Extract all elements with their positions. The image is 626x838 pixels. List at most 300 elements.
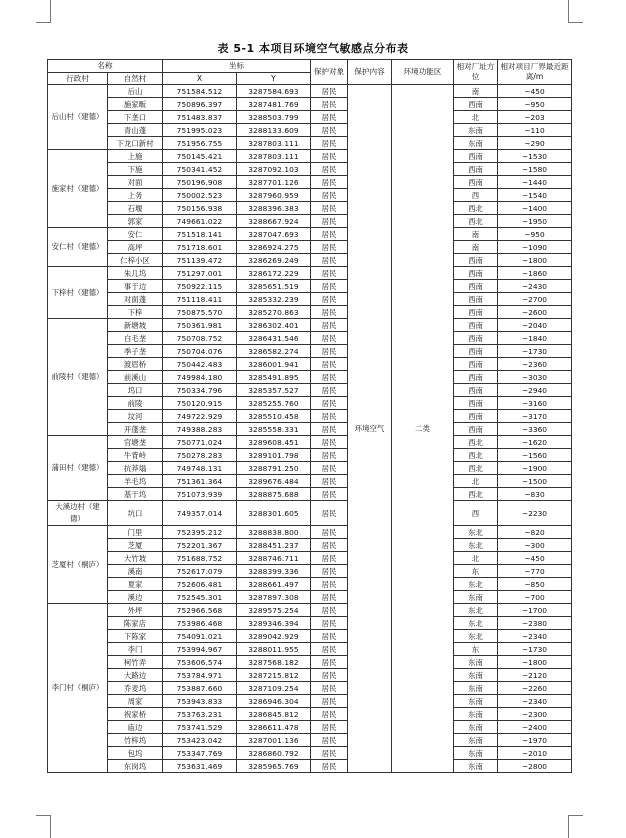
- table-row: [48, 475, 572, 488]
- natural-village-cell: 抗莽塌: [108, 462, 163, 475]
- natural-village-cell: 朱几坞: [108, 267, 163, 280]
- direction-cell: 东: [454, 643, 498, 656]
- header-x: X: [163, 72, 237, 85]
- distance-cell: ~2430: [498, 280, 572, 293]
- direction-cell: 西南: [454, 397, 498, 410]
- admin-village-cell: 蒲田村（建德）: [48, 436, 108, 501]
- natural-village-cell: 乔麦坞: [108, 682, 163, 695]
- natural-village-cell: 下施: [108, 163, 163, 176]
- direction-cell: 西南: [454, 150, 498, 163]
- distance-cell: ~1090: [498, 241, 572, 254]
- x-coordinate-cell: 751956.755: [163, 137, 237, 150]
- table-row: [48, 384, 572, 397]
- direction-cell: 北: [454, 475, 498, 488]
- table-row: [48, 280, 572, 293]
- distance-cell: ~450: [498, 85, 572, 98]
- protection-target-cell: 居民: [311, 202, 348, 215]
- natural-village-cell: 下梓: [108, 306, 163, 319]
- direction-cell: 东南: [454, 656, 498, 669]
- table-row: [48, 501, 572, 526]
- header-content: 保护内容: [348, 60, 392, 85]
- table-row: [48, 163, 572, 176]
- distance-cell: ~950: [498, 98, 572, 111]
- direction-cell: 东南: [454, 695, 498, 708]
- header-name: 名称: [48, 60, 163, 73]
- distance-cell: ~2340: [498, 695, 572, 708]
- distance-cell: ~1950: [498, 215, 572, 228]
- protection-target-cell: 居民: [311, 423, 348, 436]
- x-coordinate-cell: 752966.568: [163, 604, 237, 617]
- table-row: [48, 449, 572, 462]
- distance-cell: ~3160: [498, 397, 572, 410]
- natural-village-cell: 后山: [108, 85, 163, 98]
- direction-cell: 东南: [454, 734, 498, 747]
- direction-cell: 西: [454, 189, 498, 202]
- table-row: [48, 241, 572, 254]
- distance-cell: ~1800: [498, 656, 572, 669]
- y-coordinate-cell: 3286924.275: [237, 241, 311, 254]
- protection-target-cell: 居民: [311, 215, 348, 228]
- y-coordinate-cell: 3289042.929: [237, 630, 311, 643]
- x-coordinate-cell: 750442.483: [163, 358, 237, 371]
- table-row: [48, 578, 572, 591]
- x-coordinate-cell: 753606.574: [163, 656, 237, 669]
- y-coordinate-cell: 3286172.229: [237, 267, 311, 280]
- natural-village-cell: 官塘垄: [108, 436, 163, 449]
- distance-cell: ~700: [498, 591, 572, 604]
- y-coordinate-cell: 3286001.941: [237, 358, 311, 371]
- y-coordinate-cell: 3285491.895: [237, 371, 311, 384]
- direction-cell: 南: [454, 241, 498, 254]
- natural-village-cell: 牛背岭: [108, 449, 163, 462]
- direction-cell: 东南: [454, 721, 498, 734]
- table-row: [48, 98, 572, 111]
- y-coordinate-cell: 3286302.401: [237, 319, 311, 332]
- x-coordinate-cell: 753943.833: [163, 695, 237, 708]
- y-coordinate-cell: 3286269.249: [237, 254, 311, 267]
- protection-target-cell: 居民: [311, 488, 348, 501]
- table-row: [48, 345, 572, 358]
- protection-target-cell: 居民: [311, 137, 348, 150]
- x-coordinate-cell: 752617.079: [163, 565, 237, 578]
- x-coordinate-cell: 750361.981: [163, 319, 237, 332]
- direction-cell: 东: [454, 565, 498, 578]
- table-row: [48, 643, 572, 656]
- y-coordinate-cell: 3285651.519: [237, 280, 311, 293]
- y-coordinate-cell: 3285357.527: [237, 384, 311, 397]
- x-coordinate-cell: 749722.929: [163, 410, 237, 423]
- distance-cell: ~2120: [498, 669, 572, 682]
- table-row: [48, 397, 572, 410]
- direction-cell: 北: [454, 552, 498, 565]
- direction-cell: 西北: [454, 436, 498, 449]
- table-body: [48, 85, 572, 773]
- protection-target-cell: 居民: [311, 267, 348, 280]
- distance-cell: ~1580: [498, 163, 572, 176]
- natural-village-cell: 上施: [108, 150, 163, 163]
- distance-cell: ~3360: [498, 423, 572, 436]
- x-coordinate-cell: 750704.076: [163, 345, 237, 358]
- direction-cell: 西南: [454, 345, 498, 358]
- direction-cell: 西南: [454, 423, 498, 436]
- x-coordinate-cell: 750708.752: [163, 332, 237, 345]
- protection-target-cell: 居民: [311, 111, 348, 124]
- protection-target-cell: 居民: [311, 449, 348, 462]
- y-coordinate-cell: 3287047.693: [237, 228, 311, 241]
- natural-village-cell: 陈家店: [108, 617, 163, 630]
- direction-cell: 南: [454, 85, 498, 98]
- distance-cell: ~3170: [498, 410, 572, 423]
- table-row: [48, 137, 572, 150]
- table-row: [48, 682, 572, 695]
- y-coordinate-cell: 3287001.136: [237, 734, 311, 747]
- y-coordinate-cell: 3287701.126: [237, 176, 311, 189]
- natural-village-cell: 大路边: [108, 669, 163, 682]
- protection-target-cell: 居民: [311, 410, 348, 423]
- table-row: [48, 617, 572, 630]
- direction-cell: 东南: [454, 747, 498, 760]
- protection-target-cell: 居民: [311, 358, 348, 371]
- natural-village-cell: 下垄口: [108, 111, 163, 124]
- direction-cell: 东南: [454, 669, 498, 682]
- protection-target-cell: 居民: [311, 695, 348, 708]
- table-row: [48, 708, 572, 721]
- distance-cell: ~830: [498, 488, 572, 501]
- protection-target-cell: 居民: [311, 643, 348, 656]
- table-row: [48, 552, 572, 565]
- protection-target-cell: 居民: [311, 526, 348, 539]
- table-row: [48, 669, 572, 682]
- table-row: [48, 462, 572, 475]
- protection-target-cell: 居民: [311, 591, 348, 604]
- protection-target-cell: 居民: [311, 176, 348, 189]
- natural-village-cell: 郭家: [108, 215, 163, 228]
- x-coordinate-cell: 750145.421: [163, 150, 237, 163]
- crop-mark-top-right: [568, 0, 583, 23]
- natural-village-cell: 芝厦: [108, 539, 163, 552]
- natural-village-cell: 施家畈: [108, 98, 163, 111]
- y-coordinate-cell: 3288875.688: [237, 488, 311, 501]
- admin-village-cell: 下梓村（建德）: [48, 267, 108, 319]
- protection-target-cell: 居民: [311, 228, 348, 241]
- x-coordinate-cell: 752606.481: [163, 578, 237, 591]
- natural-village-cell: 青山蓬: [108, 124, 163, 137]
- header-direction: 相对厂址方位: [454, 60, 498, 85]
- direction-cell: 西北: [454, 462, 498, 475]
- direction-cell: 东北: [454, 617, 498, 630]
- distance-cell: ~820: [498, 526, 572, 539]
- x-coordinate-cell: 751361.364: [163, 475, 237, 488]
- x-coordinate-cell: 749357.014: [163, 501, 237, 526]
- x-coordinate-cell: 750002.523: [163, 189, 237, 202]
- natural-village-cell: 外坪: [108, 604, 163, 617]
- x-coordinate-cell: 750875.570: [163, 306, 237, 319]
- x-coordinate-cell: 751073.939: [163, 488, 237, 501]
- protection-target-cell: 居民: [311, 85, 348, 98]
- protection-target-cell: 居民: [311, 656, 348, 669]
- y-coordinate-cell: 3285332.239: [237, 293, 311, 306]
- direction-cell: 东南: [454, 137, 498, 150]
- x-coordinate-cell: 751688.752: [163, 552, 237, 565]
- table-row: [48, 591, 572, 604]
- distance-cell: ~850: [498, 578, 572, 591]
- natural-village-cell: 前陵: [108, 397, 163, 410]
- x-coordinate-cell: 753763.231: [163, 708, 237, 721]
- admin-village-cell: 李门村（桐庐）: [48, 604, 108, 773]
- sensitive-points-table: [47, 59, 572, 773]
- protection-target-cell: 居民: [311, 332, 348, 345]
- table-row: [48, 526, 572, 539]
- distance-cell: ~110: [498, 124, 572, 137]
- y-coordinate-cell: 3287960.959: [237, 189, 311, 202]
- direction-cell: 西南: [454, 319, 498, 332]
- y-coordinate-cell: 3288661.497: [237, 578, 311, 591]
- distance-cell: ~3030: [498, 371, 572, 384]
- direction-cell: 西南: [454, 176, 498, 189]
- table-row: [48, 85, 572, 98]
- y-coordinate-cell: 3288503.799: [237, 111, 311, 124]
- direction-cell: 西北: [454, 488, 498, 501]
- table-row: [48, 306, 572, 319]
- direction-cell: 西南: [454, 293, 498, 306]
- distance-cell: ~1700: [498, 604, 572, 617]
- table-title: 表 5-1 本项目环境空气敏感点分布表: [217, 42, 409, 55]
- y-coordinate-cell: 3285558.331: [237, 423, 311, 436]
- distance-cell: ~1400: [498, 202, 572, 215]
- direction-cell: 西北: [454, 202, 498, 215]
- protection-target-cell: 居民: [311, 254, 348, 267]
- direction-cell: 西南: [454, 358, 498, 371]
- x-coordinate-cell: 751995.023: [163, 124, 237, 137]
- protection-target-cell: 居民: [311, 552, 348, 565]
- distance-cell: ~2600: [498, 306, 572, 319]
- direction-cell: 东南: [454, 760, 498, 773]
- table-row: [48, 150, 572, 163]
- natural-village-cell: 仁梓小区: [108, 254, 163, 267]
- x-coordinate-cell: 753741.529: [163, 721, 237, 734]
- direction-cell: 东北: [454, 539, 498, 552]
- admin-village-cell: 前陵村（建德）: [48, 319, 108, 436]
- table-row: [48, 293, 572, 306]
- header-function-zone: 环境功能区: [392, 60, 454, 85]
- protection-target-cell: 居民: [311, 397, 348, 410]
- distance-cell: ~1440: [498, 176, 572, 189]
- table-row: [48, 436, 572, 449]
- crop-mark-bottom-right: [568, 815, 583, 838]
- direction-cell: 西南: [454, 410, 498, 423]
- natural-village-cell: 周家: [108, 695, 163, 708]
- protection-target-cell: 居民: [311, 436, 348, 449]
- direction-cell: 西南: [454, 280, 498, 293]
- distance-cell: ~300: [498, 539, 572, 552]
- direction-cell: 西北: [454, 449, 498, 462]
- table-row: [48, 332, 572, 345]
- x-coordinate-cell: 751297.001: [163, 267, 237, 280]
- protection-target-cell: 居民: [311, 150, 348, 163]
- natural-village-cell: 渡眉桥: [108, 358, 163, 371]
- x-coordinate-cell: 752395.212: [163, 526, 237, 539]
- natural-village-cell: 白毛垄: [108, 332, 163, 345]
- direction-cell: 西南: [454, 384, 498, 397]
- crop-mark-top-left: [36, 0, 51, 23]
- table-row: [48, 565, 572, 578]
- protection-target-cell: 居民: [311, 371, 348, 384]
- y-coordinate-cell: 3287481.769: [237, 98, 311, 111]
- direction-cell: 北: [454, 111, 498, 124]
- table-row: [48, 721, 572, 734]
- crop-mark-bottom-left: [36, 815, 51, 838]
- table-row: [48, 371, 572, 384]
- protection-target-cell: 居民: [311, 604, 348, 617]
- natural-village-cell: 前溪山: [108, 371, 163, 384]
- distance-cell: ~2700: [498, 293, 572, 306]
- x-coordinate-cell: 750922.115: [163, 280, 237, 293]
- header-coords: 坐标: [163, 60, 311, 73]
- distance-cell: ~1800: [498, 254, 572, 267]
- x-coordinate-cell: 751518.141: [163, 228, 237, 241]
- header-natural-village: 自然村: [108, 72, 163, 85]
- table-row: [48, 695, 572, 708]
- x-coordinate-cell: 751584.512: [163, 85, 237, 98]
- header-target: 保护对象: [311, 60, 348, 85]
- table-row: [48, 228, 572, 241]
- natural-village-cell: 庙边: [108, 721, 163, 734]
- natural-village-cell: 对面蓬: [108, 293, 163, 306]
- direction-cell: 西南: [454, 98, 498, 111]
- table-header: [48, 60, 572, 85]
- table-row: [48, 410, 572, 423]
- distance-cell: ~1620: [498, 436, 572, 449]
- protection-target-cell: 居民: [311, 462, 348, 475]
- y-coordinate-cell: 3289676.484: [237, 475, 311, 488]
- distance-cell: ~1840: [498, 332, 572, 345]
- distance-cell: ~770: [498, 565, 572, 578]
- distance-cell: ~450: [498, 552, 572, 565]
- admin-village-cell: 大溪边村（建德）: [48, 501, 108, 526]
- natural-village-cell: 安仁: [108, 228, 163, 241]
- y-coordinate-cell: 3288396.383: [237, 202, 311, 215]
- protection-target-cell: 居民: [311, 682, 348, 695]
- x-coordinate-cell: 753887.660: [163, 682, 237, 695]
- x-coordinate-cell: 751118.411: [163, 293, 237, 306]
- distance-cell: ~2800: [498, 760, 572, 773]
- y-coordinate-cell: 3286860.792: [237, 747, 311, 760]
- table-row: [48, 202, 572, 215]
- table-row: [48, 215, 572, 228]
- distance-cell: ~1730: [498, 345, 572, 358]
- protection-target-cell: 居民: [311, 760, 348, 773]
- protection-target-cell: 居民: [311, 669, 348, 682]
- natural-village-cell: 包坞: [108, 747, 163, 760]
- distance-cell: ~2010: [498, 747, 572, 760]
- x-coordinate-cell: 749984.180: [163, 371, 237, 384]
- protection-target-cell: 居民: [311, 241, 348, 254]
- natural-village-cell: 季子垄: [108, 345, 163, 358]
- y-coordinate-cell: 3286845.812: [237, 708, 311, 721]
- distance-cell: ~290: [498, 137, 572, 150]
- table-row: [48, 539, 572, 552]
- y-coordinate-cell: 3287109.254: [237, 682, 311, 695]
- direction-cell: 西: [454, 501, 498, 526]
- x-coordinate-cell: 754091.021: [163, 630, 237, 643]
- distance-cell: ~1560: [498, 449, 572, 462]
- natural-village-cell: 下陈家: [108, 630, 163, 643]
- x-coordinate-cell: 749661.022: [163, 215, 237, 228]
- x-coordinate-cell: 750896.397: [163, 98, 237, 111]
- distance-cell: ~1900: [498, 462, 572, 475]
- distance-cell: ~1530: [498, 150, 572, 163]
- table-row: [48, 488, 572, 501]
- function-zone-cell: 二类: [392, 85, 454, 773]
- natural-village-cell: 对面: [108, 176, 163, 189]
- y-coordinate-cell: 3286431.546: [237, 332, 311, 345]
- admin-village-cell: 施家村（建德）: [48, 150, 108, 228]
- x-coordinate-cell: 752545.301: [163, 591, 237, 604]
- y-coordinate-cell: 3285510.458: [237, 410, 311, 423]
- x-coordinate-cell: 749748.131: [163, 462, 237, 475]
- direction-cell: 东南: [454, 708, 498, 721]
- x-coordinate-cell: 750341.452: [163, 163, 237, 176]
- direction-cell: 东北: [454, 630, 498, 643]
- distance-cell: ~2940: [498, 384, 572, 397]
- natural-village-cell: 坞口: [108, 384, 163, 397]
- distance-cell: ~2300: [498, 708, 572, 721]
- y-coordinate-cell: 3286946.304: [237, 695, 311, 708]
- x-coordinate-cell: 753631.469: [163, 760, 237, 773]
- x-coordinate-cell: 751139.472: [163, 254, 237, 267]
- y-coordinate-cell: 3288451.237: [237, 539, 311, 552]
- protection-target-cell: 居民: [311, 539, 348, 552]
- protection-target-cell: 居民: [311, 306, 348, 319]
- x-coordinate-cell: 753784.971: [163, 669, 237, 682]
- natural-village-cell: 下龙口新村: [108, 137, 163, 150]
- y-coordinate-cell: 3285270.863: [237, 306, 311, 319]
- table-row: [48, 734, 572, 747]
- y-coordinate-cell: 3288301.605: [237, 501, 311, 526]
- protection-target-cell: 居民: [311, 747, 348, 760]
- natural-village-cell: 夏家: [108, 578, 163, 591]
- protection-target-cell: 居民: [311, 319, 348, 332]
- admin-village-cell: 后山村（建德）: [48, 85, 108, 150]
- x-coordinate-cell: 751483.837: [163, 111, 237, 124]
- distance-cell: ~1970: [498, 734, 572, 747]
- natural-village-cell: 溪边: [108, 591, 163, 604]
- distance-cell: ~1540: [498, 189, 572, 202]
- distance-cell: ~2380: [498, 617, 572, 630]
- distance-cell: ~2340: [498, 630, 572, 643]
- y-coordinate-cell: 3286582.274: [237, 345, 311, 358]
- table-row: [48, 423, 572, 436]
- protection-target-cell: 居民: [311, 124, 348, 137]
- protection-target-cell: 居民: [311, 734, 348, 747]
- direction-cell: 西南: [454, 332, 498, 345]
- x-coordinate-cell: 750156.938: [163, 202, 237, 215]
- protection-target-cell: 居民: [311, 163, 348, 176]
- header-y: Y: [237, 72, 311, 85]
- x-coordinate-cell: 752201.367: [163, 539, 237, 552]
- y-coordinate-cell: 3288746.711: [237, 552, 311, 565]
- y-coordinate-cell: 3289608.451: [237, 436, 311, 449]
- protection-target-cell: 居民: [311, 293, 348, 306]
- header-distance: 相对项目厂界最近距离/m: [498, 60, 572, 85]
- admin-village-cell: 安仁村（建德）: [48, 228, 108, 267]
- x-coordinate-cell: 750120.915: [163, 397, 237, 410]
- distance-cell: ~2230: [498, 501, 572, 526]
- protection-target-cell: 居民: [311, 630, 348, 643]
- table-row: [48, 358, 572, 371]
- table-row: [48, 760, 572, 773]
- protection-target-cell: 居民: [311, 708, 348, 721]
